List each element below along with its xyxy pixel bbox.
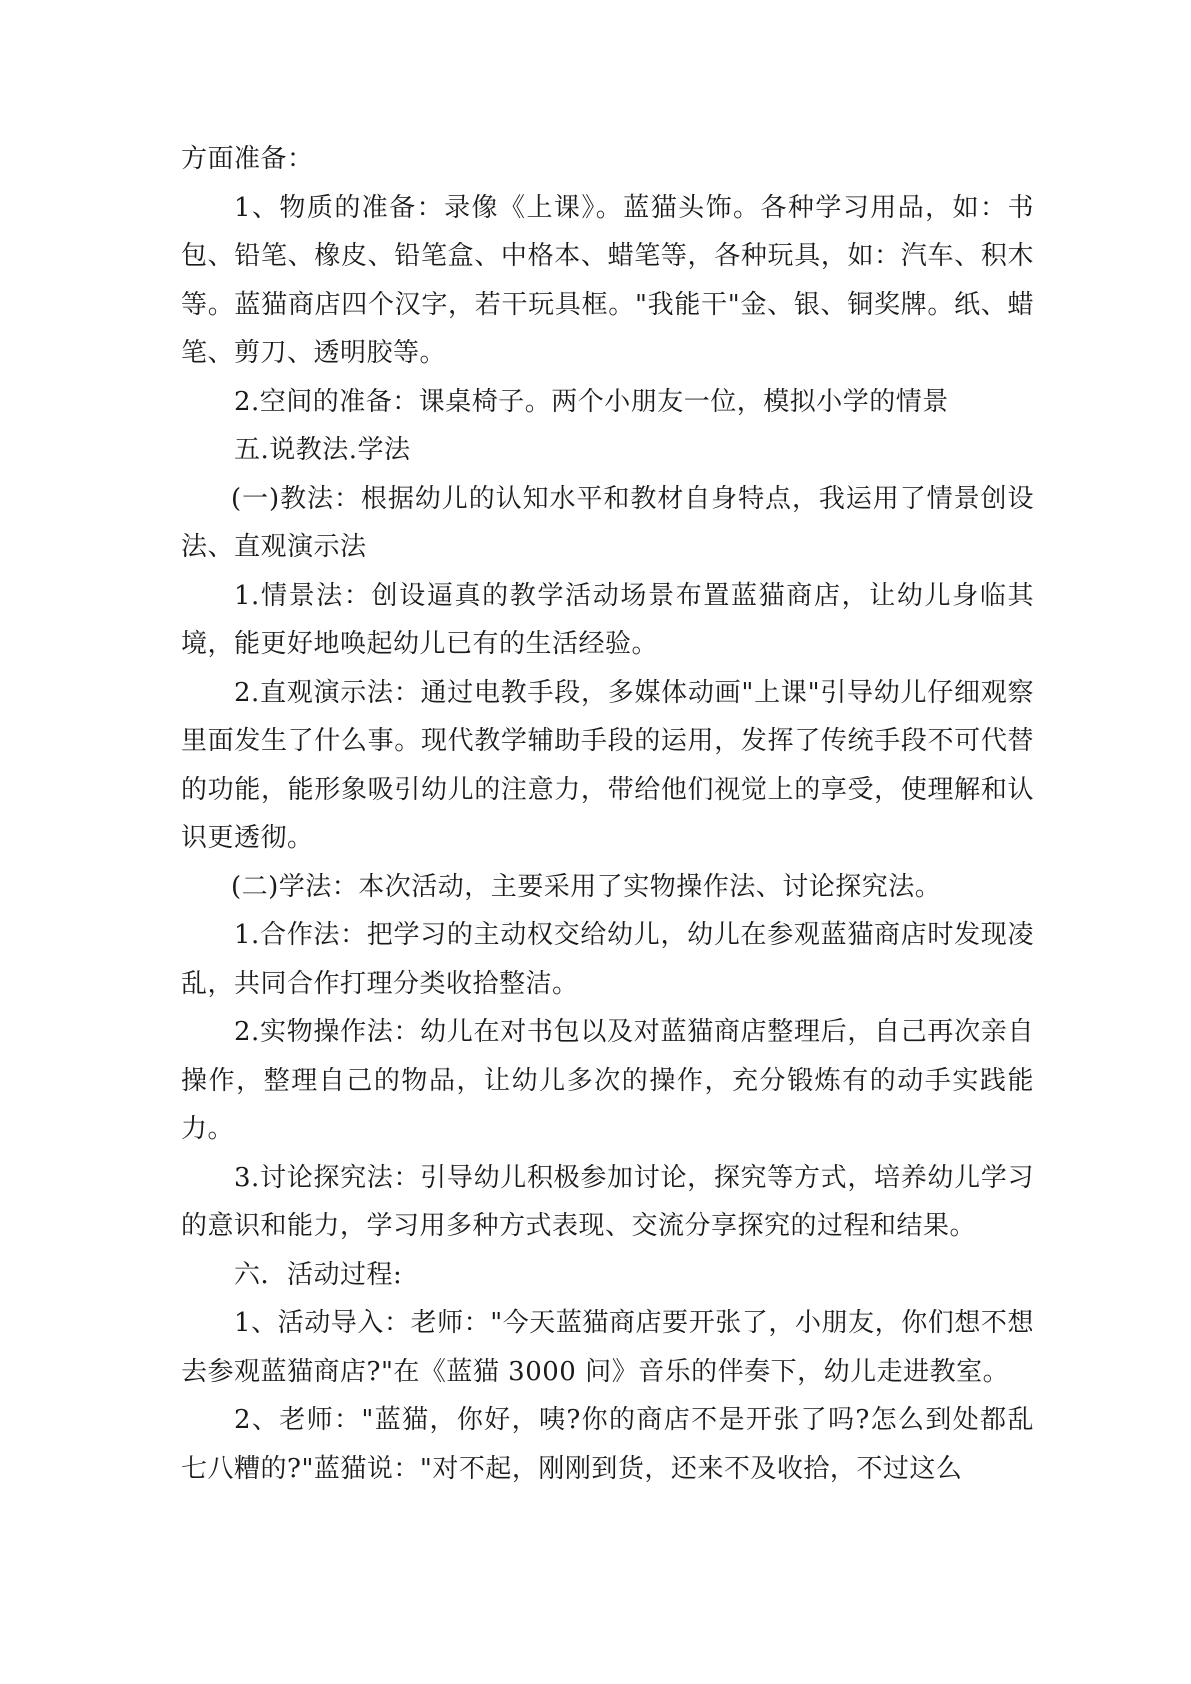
- paragraph-material-prep: 1、物质的准备：录像《上课》。蓝猫头饰。各种学习用品，如：书包、铅笔、橡皮、铅笔盒、中格本、蜡笔等，各种玩具，如：汽车、积木等。蓝猫商店四个汉字，若干玩具框。"我能干"金、银、铜奖牌。纸、蜡笔、剪刀、透明胶等。: [181, 192, 1034, 368]
- section-heading-activity-process: 六．活动过程:: [234, 1259, 403, 1290]
- paragraph-learning-method: (二)学法：本次活动，主要采用了实物操作法、讨论探究法。: [231, 871, 942, 902]
- paragraph-discussion-method: 3.讨论探究法：引导幼儿积极参加讨论，探究等方式，培养幼儿学习的意识和能力，学习用多种方式表现、交流分享探究的过程和结果。: [181, 1162, 1034, 1241]
- paragraph-cooperation-method: 1.合作法：把学习的主动权交给幼儿，幼儿在参观蓝猫商店时发现凌乱，共同合作打理分类收拾整洁。: [181, 920, 1034, 999]
- paragraph-teaching-method: (一)教法：根据幼儿的认知水平和教材自身特点，我运用了情景创设法、直观演示法: [181, 483, 1034, 562]
- paragraph-scenario-method: 1.情景法：创设逼真的教学活动场景布置蓝猫商店，让幼儿身临其境，能更好地唤起幼儿已有的生活经验。: [181, 580, 1034, 659]
- paragraph-hands-on-method: 2.实物操作法：幼儿在对书包以及对蓝猫商店整理后，自己再次亲自操作，整理自己的物品，让幼儿多次的操作，充分锻炼有的动手实践能力。: [181, 1017, 1034, 1144]
- document-body: [181, 135, 1034, 1493]
- paragraph-activity-intro: 1、活动导入：老师："今天蓝猫商店要开张了，小朋友，你们想不想去参观蓝猫商店?"在《蓝猫 3000 问》音乐的伴奏下，幼儿走进教室。: [181, 1308, 1034, 1387]
- paragraph-demonstration-method: 2.直观演示法：通过电教手段，多媒体动画"上课"引导幼儿仔细观察里面发生了什么事。现代教学辅助手段的运用，发挥了传统手段不可代替的功能，能形象吸引幼儿的注意力，带给他们视觉上的享受，使理解和认识更透彻。: [181, 677, 1034, 853]
- section-heading-methods: 五.说教法.学法: [234, 435, 411, 465]
- paragraph-teacher-dialogue: 2、老师："蓝猫，你好，咦?你的商店不是开张了吗?怎么到处都乱七八糟的?"蓝猫说："对不起，刚刚到货，还来不及收拾，不过这么: [181, 1405, 1034, 1484]
- paragraph-space-prep: 2.空间的准备：课桌椅子。两个小朋友一位，模拟小学的情景: [234, 386, 949, 417]
- paragraph-prep-heading: 方面准备：: [181, 144, 314, 174]
